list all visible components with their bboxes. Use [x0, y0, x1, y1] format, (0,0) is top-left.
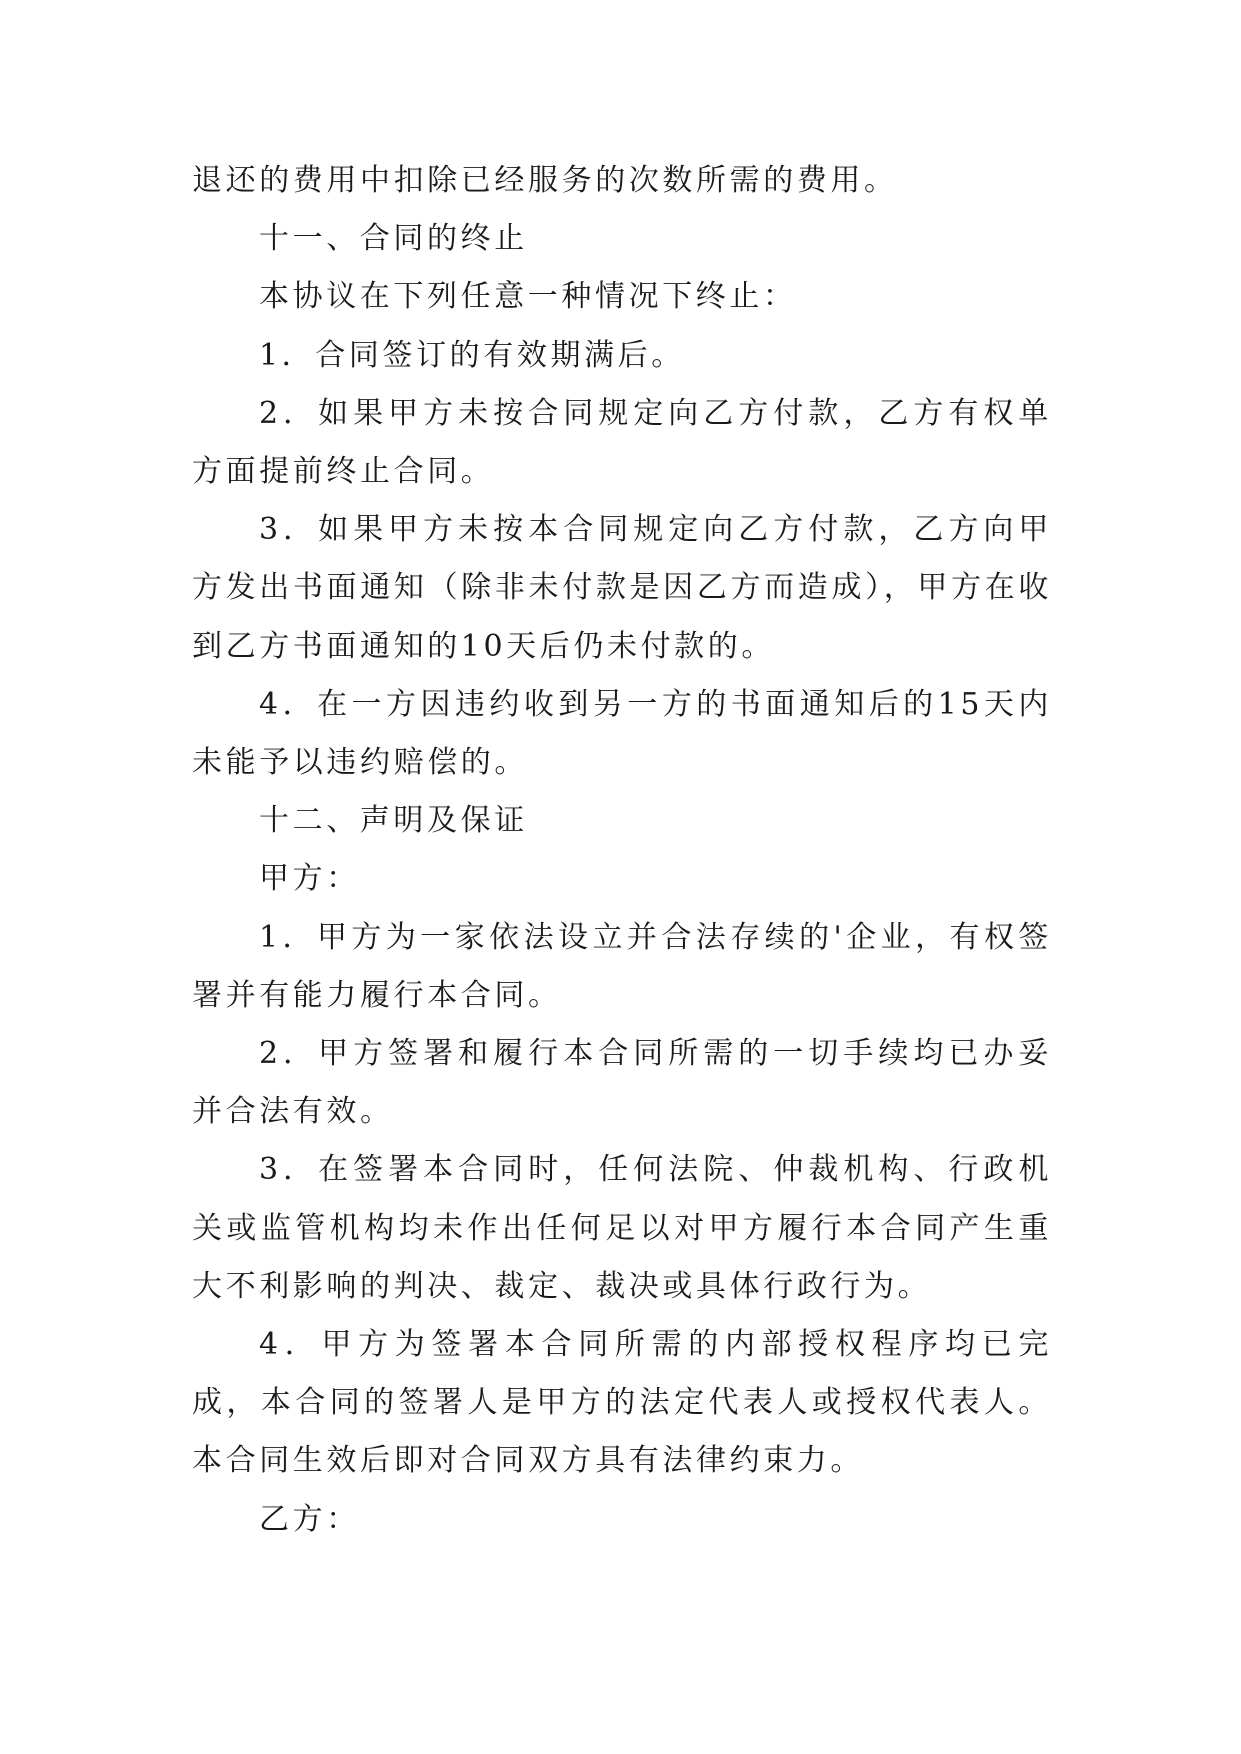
section-heading-termination: 十一、合同的终止 — [259, 221, 528, 257]
termination-item-4: 4．在一方因违约收到另一方的书面通知后的15天内未能予以违约赔偿的。 — [192, 686, 1052, 781]
party-a-label: 甲方： — [259, 861, 360, 897]
termination-item-3: 3．如果甲方未按本合同规定向乙方付款，乙方向甲方发出书面通知（除非未付款是因乙方而造成），甲方在收到乙方书面通知的10天后仍未付款的。 — [192, 512, 1052, 664]
party-a-item-1: 1．甲方为一家依法设立并合法存续的'企业，有权签署并有能力履行本合同。 — [192, 919, 1052, 1013]
party-a-item-3: 3．在签署本合同时，任何法院、仲裁机构、行政机关或监管机构均未作出任何足以对甲方履行本合同产生重大不利影响的判决、裁定、裁决或具体行政行为。 — [192, 1152, 1052, 1304]
termination-item-1: 1．合同签订的有效期满后。 — [259, 337, 685, 373]
section-heading-representations: 十二、声明及保证 — [259, 803, 528, 839]
termination-item-2: 2．如果甲方未按合同规定向乙方付款，乙方有权单方面提前终止合同。 — [192, 395, 1052, 490]
document-body — [192, 152, 1052, 1549]
party-a-item-4: 4．甲方为签署本合同所需的内部授权程序均已完成，本合同的签署人是甲方的法定代表人或授权代表人。本合同生效后即对合同双方具有法律约束力。 — [192, 1327, 1052, 1479]
party-b-label: 乙方： — [259, 1501, 360, 1537]
party-a-item-2: 2．甲方签署和履行本合同所需的一切手续均已办妥并合法有效。 — [192, 1036, 1052, 1130]
paragraph-refund-note: 退还的费用中扣除已经服务的次数所需的费用。 — [192, 163, 898, 198]
paragraph-termination-intro: 本协议在下列任意一种情况下终止： — [259, 279, 797, 315]
